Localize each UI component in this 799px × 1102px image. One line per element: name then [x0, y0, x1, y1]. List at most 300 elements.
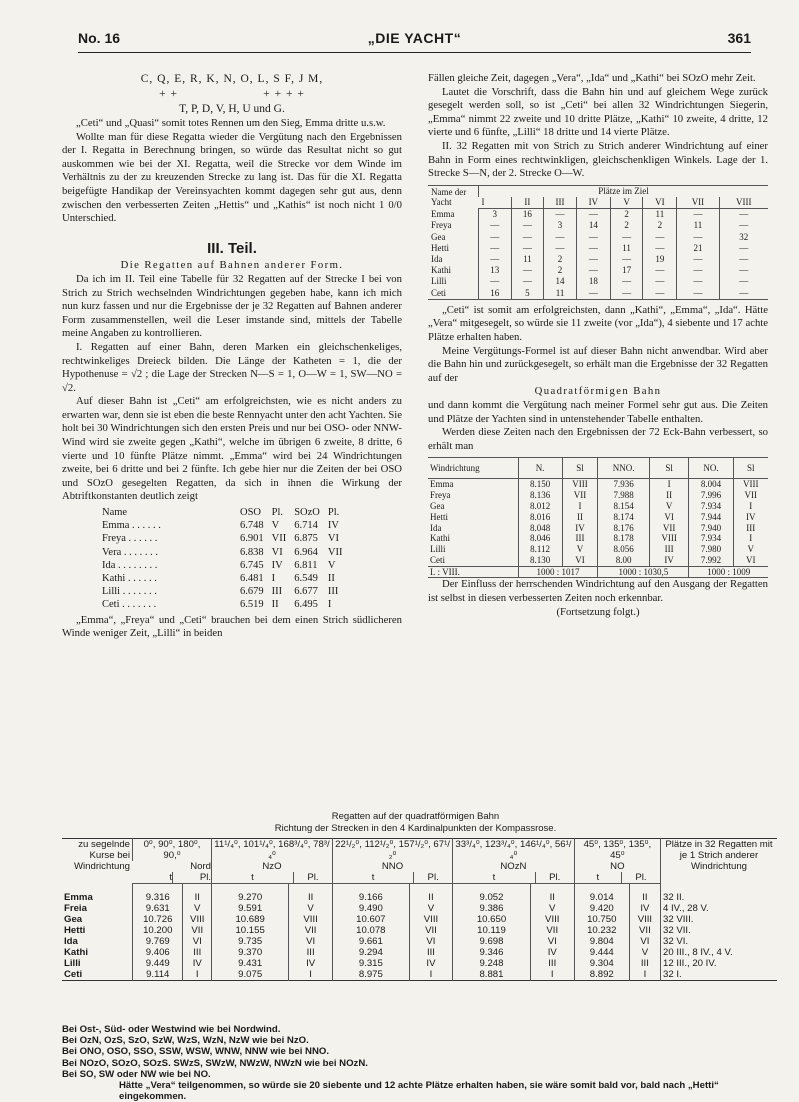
- table-cell: 13: [479, 265, 512, 276]
- subsection-title: Quadratförmigen Bahn: [534, 385, 662, 398]
- table-cell: III: [629, 958, 660, 969]
- paragraph: „Ceti“ ist somit am erfolgreichsten, dann „Kathi“, „Emma“, „Ida“. Hätte „Vera“ mitgesegelt, so würde sie 11 zweite (vor „Ida“), 4 siebente und 17 achte Plätze erhalten haben.: [428, 303, 768, 343]
- table-cell: III: [271, 586, 283, 598]
- table-cell: IV: [562, 523, 598, 534]
- table-row: [98, 519, 346, 532]
- table-cell: 6.679: [240, 586, 264, 598]
- table-cell: 8.048: [518, 523, 562, 534]
- section-heading: III. Teil.: [207, 239, 257, 257]
- table-cell: 9.591: [212, 903, 289, 914]
- table-cell: —: [677, 254, 719, 265]
- table-cell: Vera . . . . . . .: [102, 546, 158, 558]
- table-cell: II: [530, 884, 574, 904]
- section-subheading: Die Regatten auf Bahnen anderer Form.: [120, 259, 344, 272]
- table-cell: I: [733, 501, 768, 512]
- column-header: Sl: [562, 458, 598, 479]
- table-cell: II: [327, 573, 335, 585]
- column-header: Sl: [649, 458, 689, 479]
- table-cell: —: [719, 209, 768, 221]
- table-cell: 10.750: [574, 914, 629, 925]
- table-cell: I: [629, 969, 660, 981]
- paragraph: Lautet die Vorschrift, dass die Bahn hin und auf gleichem Wege zurück gesegelt werden soll, so ist „Ceti“ bei allen 32 Windrichtungen Siegerin, „Emma“ nimmt 22 zweite und 10 dritte Plätze, „Kathi“ 10 zweite, 4 dritte, 12 vierte und 6 fünfte, „Lilli“ 18 dritte und 14 vierte Plätze.: [428, 85, 768, 139]
- wind-direction-header: [453, 861, 575, 884]
- table-cell: 11: [544, 288, 577, 300]
- table-cell: 3: [544, 220, 577, 231]
- table-cell: 10.078: [332, 925, 409, 936]
- place-subheader: Pl.: [413, 872, 452, 883]
- table-cell: 2: [610, 209, 643, 221]
- corrected-times-table: [428, 457, 768, 578]
- table-cell: —: [643, 265, 677, 276]
- table-cell: 11: [643, 209, 677, 221]
- table-cell: 6.811: [294, 559, 318, 571]
- table-cell: VI: [327, 533, 339, 545]
- table-cell: —: [610, 254, 643, 265]
- time-subheader: t: [169, 872, 173, 883]
- table-cell: VIII: [183, 914, 212, 925]
- table-cell: 32 I.: [661, 969, 778, 981]
- table-cell: —: [511, 276, 544, 287]
- table-cell: III: [649, 544, 689, 555]
- times-header: Pl.: [271, 507, 284, 519]
- table-cell: VII: [629, 925, 660, 936]
- table-cell: 8.881: [453, 969, 531, 981]
- table-cell: V: [562, 544, 598, 555]
- table-cell: 2: [610, 220, 643, 231]
- table-cell: 7.940: [689, 523, 733, 534]
- table-cell: 32 II.: [661, 884, 778, 904]
- ratio-no: 1000 : 1009: [689, 566, 768, 578]
- wind-name: NO: [610, 861, 625, 872]
- table-cell: Freia: [64, 903, 87, 914]
- table-cell: 6.875: [294, 533, 318, 545]
- table-row: [428, 232, 768, 243]
- table-cell: Lilli: [64, 958, 81, 969]
- table-cell: V: [183, 903, 212, 914]
- table-cell: 9.406: [133, 947, 183, 958]
- table-cell: 7.992: [689, 555, 733, 566]
- table-cell: Freya: [430, 490, 451, 501]
- table-cell: 6.714: [294, 520, 318, 532]
- table-cell: 9.316: [133, 884, 183, 904]
- course-degrees: 33³/₄⁰, 123³/₄⁰, 146¹/₄⁰, 56¹/₄⁰: [453, 839, 575, 862]
- table-cell: 9.804: [574, 936, 629, 947]
- table-cell: VII: [562, 490, 598, 501]
- table-cell: 32 VII.: [661, 925, 778, 936]
- table-cell: Lilli . . . . . . .: [102, 586, 157, 598]
- table-cell: —: [576, 265, 610, 276]
- course-degrees: 11¹/₄⁰, 101¹/₄⁰, 168³/₄⁰, 78³/₄⁰: [212, 839, 333, 862]
- table-row: [428, 523, 768, 534]
- paragraph: „Emma“, „Freya“ und „Ceti“ brauchen bei dem einen Strich südlicheren Winde weniger Zeit, „Lilli“ in beiden: [62, 613, 402, 640]
- placing-column-header: VI: [643, 197, 677, 209]
- table-cell: 8.176: [598, 523, 650, 534]
- table-cell: Ida . . . . . . . .: [102, 559, 158, 571]
- table-row: [98, 585, 346, 598]
- table-cell: 18: [576, 276, 610, 287]
- table-cell: 8.136: [518, 490, 562, 501]
- table-cell: 6.745: [240, 559, 264, 571]
- table-cell: —: [677, 232, 719, 243]
- table-cell: —: [677, 288, 719, 300]
- placings-corner: Name der Yacht: [431, 187, 467, 208]
- table-cell: Kathi . . . . . .: [102, 573, 157, 585]
- table-cell: Ceti . . . . . . .: [102, 599, 157, 611]
- table-cell: —: [610, 276, 643, 287]
- table-cell: —: [610, 288, 643, 300]
- table-cell: —: [511, 265, 544, 276]
- table-cell: 14: [576, 220, 610, 231]
- column-header: Windrichtung: [428, 458, 518, 479]
- schedule-line-3: T, P, D, V, H, U und G.: [179, 103, 285, 115]
- table-cell: —: [576, 243, 610, 254]
- note-line: Hätte „Vera“ teilgenommen, so würde sie 20 siebente und 12 achte Plätze erhalten haben, sie wäre somit bald vor, bald nach „Hetti“ eingekommen.: [119, 1080, 719, 1102]
- table-cell: —: [544, 209, 577, 221]
- table-cell: 9.420: [574, 903, 629, 914]
- time-subheader: t: [371, 872, 375, 883]
- table-cell: 7.996: [689, 490, 733, 501]
- table-cell: I: [327, 599, 332, 611]
- placings-summary-header: Plätze in 32 Regatten mit je 1 Strich anderer Windrichtung: [661, 839, 778, 884]
- wind-name: Nord: [190, 861, 212, 872]
- table-cell: 8.012: [518, 501, 562, 512]
- table-cell: 7.934: [689, 501, 733, 512]
- schedule-line-1: C, Q, E, R, K, N, O, L, S F, J M,: [140, 73, 324, 85]
- table-cell: —: [719, 243, 768, 254]
- table-cell: VIII: [409, 914, 452, 925]
- table-cell: —: [479, 276, 512, 287]
- table-cell: 9.735: [212, 936, 289, 947]
- place-subheader: Pl.: [293, 872, 332, 883]
- table-cell: —: [643, 243, 677, 254]
- table-cell: 9.052: [453, 884, 531, 904]
- table-row: [98, 559, 346, 572]
- table-cell: VIII: [562, 479, 598, 490]
- table-row: [428, 209, 768, 221]
- table-cell: 9.304: [574, 958, 629, 969]
- table-cell: Ceti: [431, 287, 446, 298]
- table-row: [428, 533, 768, 544]
- table-cell: VI: [530, 936, 574, 947]
- table-cell: IV: [733, 512, 768, 523]
- wind-direction-header: [332, 861, 452, 884]
- table-cell: 8.00: [598, 555, 650, 566]
- table-cell: 8.056: [598, 544, 650, 555]
- wind-name: NOzN: [500, 861, 527, 872]
- table-cell: 21: [677, 243, 719, 254]
- table-cell: —: [576, 254, 610, 265]
- table-cell: —: [544, 243, 577, 254]
- times-header: OSO: [240, 507, 262, 519]
- table-row: [98, 572, 346, 585]
- placing-column-header: V: [610, 197, 643, 209]
- table-cell: VI: [183, 936, 212, 947]
- time-subheader: t: [596, 872, 600, 883]
- paragraph: Wollte man für diese Regatta wieder die Vergütung nach den Ergebnissen der I. Regatta in Berechnung bringen, so würde das Resultat nicht so gut auskommen wie bei der XI. Regatta, weil die Strecke vor dem Winde im Verhältnis zu der zu kreuzenden Strecke zu lang ist. Das für die XI. Regatta beigefügte Handikap der Vereinsyachten kommt dagegen sehr gut aus, denn zwischen den verbesserten Zeiten „Hettis“ und „Kathis“ ist noch nicht 1 0/0 Unterschied.: [62, 130, 402, 225]
- table-cell: 9.661: [332, 936, 409, 947]
- table-cell: VIII: [530, 914, 574, 925]
- right-column: [428, 72, 768, 619]
- table-cell: 7.934: [689, 533, 733, 544]
- table-cell: V: [733, 544, 768, 555]
- column-header: N.: [518, 458, 562, 479]
- table-cell: 9.444: [574, 947, 629, 958]
- course-degrees: 45⁰, 135⁰, 135⁰, 45⁰: [574, 839, 660, 862]
- wind-direction-header: [133, 861, 212, 884]
- table-cell: 10.689: [212, 914, 289, 925]
- table-row: [428, 512, 768, 523]
- table-cell: II: [183, 884, 212, 904]
- journal-title: „DIE YACHT“: [367, 30, 462, 46]
- table-cell: 6.519: [240, 599, 264, 611]
- table-cell: Ida: [430, 522, 442, 533]
- table-cell: IV: [629, 903, 660, 914]
- table-row: [428, 501, 768, 512]
- table-cell: V: [530, 903, 574, 914]
- paragraph: „Ceti“ und „Quasi“ somit totes Rennen um den Sieg, Emma dritte u.s.w.: [76, 117, 386, 129]
- table-cell: 9.166: [332, 884, 409, 904]
- table-cell: —: [479, 243, 512, 254]
- place-subheader: Pl.: [535, 872, 574, 883]
- paragraph: Fällen gleiche Zeit, dagegen „Vera“, „Ida“ und „Kathi“ bei SOzO mehr Zeit.: [428, 72, 756, 84]
- table-cell: V: [629, 947, 660, 958]
- issue-number: No. 16: [78, 30, 121, 46]
- table-cell: I: [562, 501, 598, 512]
- paragraph: Meine Vergütungs-Formel ist auf dieser Bahn nicht anwendbar. Wird aber die Bahn hin und zurückgesegelt, so erhält man die Ergebnisse der 32 Regatten auf der: [428, 344, 768, 384]
- table-cell: Emma: [64, 891, 93, 903]
- table-row: [62, 958, 777, 969]
- table-cell: 10.119: [453, 925, 531, 936]
- table-cell: 9.431: [212, 958, 289, 969]
- table-cell: 12 III., 20 IV.: [661, 958, 778, 969]
- table-cell: —: [576, 232, 610, 243]
- table-row: [428, 276, 768, 287]
- table-cell: IV: [289, 958, 333, 969]
- table-row: [98, 598, 346, 611]
- table-cell: 4 IV., 28 V.: [661, 903, 778, 914]
- table-cell: 20 III., 8 IV., 4 V.: [661, 947, 778, 958]
- table-cell: I: [530, 969, 574, 981]
- table-cell: 2: [643, 220, 677, 231]
- table-cell: 8.046: [518, 533, 562, 544]
- table-cell: I: [271, 573, 276, 585]
- table-row: [62, 884, 777, 904]
- table-cell: 9.294: [332, 947, 409, 958]
- note-line: Bei OzN, OzS, SzO, SzW, WzS, WzN, NzW wie bei NzO.: [62, 1035, 309, 1047]
- table-cell: VI: [409, 936, 452, 947]
- table-cell: 6.748: [240, 520, 264, 532]
- table-cell: I: [409, 969, 452, 981]
- paragraph: Werden diese Zeiten nach den Ergebnissen der 72 Eck-Bahn verbessert, so erhält man: [428, 426, 768, 452]
- continuation-note: (Fortsetzung folgt.): [556, 605, 640, 618]
- left-column: [62, 72, 402, 641]
- table-cell: 8.150: [518, 479, 562, 490]
- table-cell: —: [610, 232, 643, 243]
- table-cell: 6.901: [240, 533, 264, 545]
- table-cell: 11: [677, 220, 719, 231]
- table-cell: VI: [562, 555, 598, 566]
- table-cell: 14: [544, 276, 577, 287]
- table-cell: V: [271, 520, 280, 532]
- table-cell: II: [289, 884, 333, 904]
- table-cell: Lilli: [431, 276, 447, 287]
- table-cell: III: [562, 533, 598, 544]
- table-cell: 9.698: [453, 936, 531, 947]
- table-cell: V: [327, 559, 336, 571]
- table-cell: IV: [327, 520, 339, 532]
- course-label-line: Kurse bei: [89, 850, 130, 861]
- table-cell: II: [409, 884, 452, 904]
- table-row: [428, 544, 768, 555]
- table-cell: 16: [479, 288, 512, 300]
- table-cell: —: [479, 220, 512, 231]
- table-cell: —: [643, 232, 677, 243]
- table-row: [428, 479, 768, 490]
- times-table: [98, 506, 346, 612]
- table-cell: —: [677, 276, 719, 287]
- table-cell: 10.650: [453, 914, 531, 925]
- table-cell: VI: [271, 546, 283, 558]
- table-cell: 6.838: [240, 546, 264, 558]
- table-cell: 10.607: [332, 914, 409, 925]
- table-row: [98, 546, 346, 559]
- table-cell: III: [289, 947, 333, 958]
- bottom-title-line-1: Regatten auf der quadratförmigen Bahn: [331, 811, 500, 822]
- table-cell: V: [409, 903, 452, 914]
- table-cell: Gea: [430, 500, 445, 511]
- table-cell: II: [562, 512, 598, 523]
- table-cell: Gea: [431, 231, 446, 242]
- table-cell: 6.677: [294, 586, 318, 598]
- table-row: [62, 925, 777, 936]
- table-cell: 9.315: [332, 958, 409, 969]
- table-cell: —: [511, 232, 544, 243]
- table-row: [62, 936, 777, 947]
- table-cell: IV: [183, 958, 212, 969]
- schedule-line-2: + + + + + +: [159, 88, 305, 100]
- table-cell: Ceti: [430, 554, 445, 565]
- course-label-line: Windrichtung: [74, 861, 130, 872]
- table-cell: Lilli: [430, 544, 446, 555]
- table-notes: [62, 1024, 777, 1102]
- table-cell: 9.490: [332, 903, 409, 914]
- note-line: Bei NOzO, SOzO, SOzS. SWzS, SWzW, NWzW, NWzN wie bei NOzN.: [62, 1057, 368, 1069]
- table-cell: —: [719, 265, 768, 276]
- table-row: [62, 914, 777, 925]
- wind-name: NNO: [381, 861, 404, 872]
- table-cell: VII: [649, 523, 689, 534]
- table-cell: 10.726: [133, 914, 183, 925]
- table-cell: 9.370: [212, 947, 289, 958]
- table-cell: I: [649, 479, 689, 490]
- place-subheader: Pl.: [621, 872, 660, 883]
- table-row: [428, 220, 768, 231]
- table-cell: 16: [511, 209, 544, 221]
- times-header: SOzO: [294, 507, 320, 519]
- table-cell: III: [183, 947, 212, 958]
- table-cell: IV: [530, 947, 574, 958]
- table-cell: —: [511, 243, 544, 254]
- placings-group-header: Plätze im Ziel: [479, 185, 769, 197]
- paragraph: II. 32 Regatten mit von Strich zu Strich anderer Windrichtung auf einer Bahn in Form eines rechtwinkligen, gleichschenkligen Winkels. Lage der 1. Strecke S—N, der 2. Strecke O—W.: [428, 139, 768, 180]
- table-cell: Kathi: [430, 533, 450, 544]
- table-cell: 8.154: [598, 501, 650, 512]
- table-cell: Hetti: [64, 925, 86, 936]
- table-cell: VII: [409, 925, 452, 936]
- table-cell: Emma: [431, 208, 455, 219]
- table-cell: 10.155: [212, 925, 289, 936]
- table-cell: III: [327, 586, 339, 598]
- table-cell: 6.495: [294, 599, 318, 611]
- table-cell: 9.631: [133, 903, 183, 914]
- table-cell: —: [511, 220, 544, 231]
- placing-column-header: IV: [576, 197, 610, 209]
- table-row: [62, 903, 777, 914]
- table-cell: —: [719, 276, 768, 287]
- placing-column-header: VIII: [719, 197, 768, 209]
- table-cell: 8.178: [598, 533, 650, 544]
- table-cell: 8.892: [574, 969, 629, 981]
- table-cell: III: [409, 947, 452, 958]
- table-cell: —: [643, 288, 677, 300]
- table-cell: I: [289, 969, 333, 981]
- table-cell: 17: [610, 265, 643, 276]
- table-cell: 10.200: [133, 925, 183, 936]
- wind-name: NzO: [262, 861, 282, 872]
- bottom-table-title: [62, 811, 769, 834]
- paragraph: und dann kommt die Vergütung nach meiner Formel sehr gut aus. Die Zeiten und Plätze der Yachten sind in untenstehender Tabelle enthalten.: [428, 398, 768, 425]
- course-label-line: zu segelnde: [78, 839, 130, 850]
- table-cell: 2: [544, 254, 577, 265]
- table-cell: VI: [733, 555, 768, 566]
- table-cell: 11: [610, 243, 643, 254]
- table-cell: 19: [643, 254, 677, 265]
- table-cell: V: [289, 903, 333, 914]
- times-header: Name: [102, 507, 128, 519]
- table-cell: 7.988: [598, 490, 650, 501]
- page-number: 361: [727, 30, 751, 46]
- table-cell: 9.769: [133, 936, 183, 947]
- table-cell: 8.174: [598, 512, 650, 523]
- table-cell: Emma: [430, 479, 454, 490]
- table-cell: 3: [479, 209, 512, 221]
- wind-direction-header: [212, 861, 333, 884]
- placing-column-header: III: [544, 197, 577, 209]
- table-cell: VIII: [649, 533, 689, 544]
- table-row: [428, 254, 768, 265]
- table-cell: Freya . . . . . .: [102, 533, 158, 545]
- table-cell: IV: [409, 958, 452, 969]
- table-cell: —: [643, 276, 677, 287]
- ratio-n: 1000 : 1017: [518, 566, 598, 578]
- table-cell: VI: [629, 936, 660, 947]
- table-cell: —: [479, 254, 512, 265]
- table-cell: VII: [289, 925, 333, 936]
- table-cell: 7.980: [689, 544, 733, 555]
- ratio-label: I. : VIII.: [428, 566, 518, 578]
- table-cell: I: [183, 969, 212, 981]
- table-cell: 9.270: [212, 884, 289, 904]
- table-cell: —: [719, 254, 768, 265]
- course-degrees: 0⁰, 90⁰, 180⁰, 90,⁰: [133, 839, 212, 862]
- table-cell: —: [677, 209, 719, 221]
- table-cell: VI: [649, 512, 689, 523]
- table-cell: 8.016: [518, 512, 562, 523]
- table-row: [428, 288, 768, 300]
- table-cell: VIII: [289, 914, 333, 925]
- table-cell: Hetti: [431, 242, 449, 253]
- table-cell: VIII: [733, 479, 768, 490]
